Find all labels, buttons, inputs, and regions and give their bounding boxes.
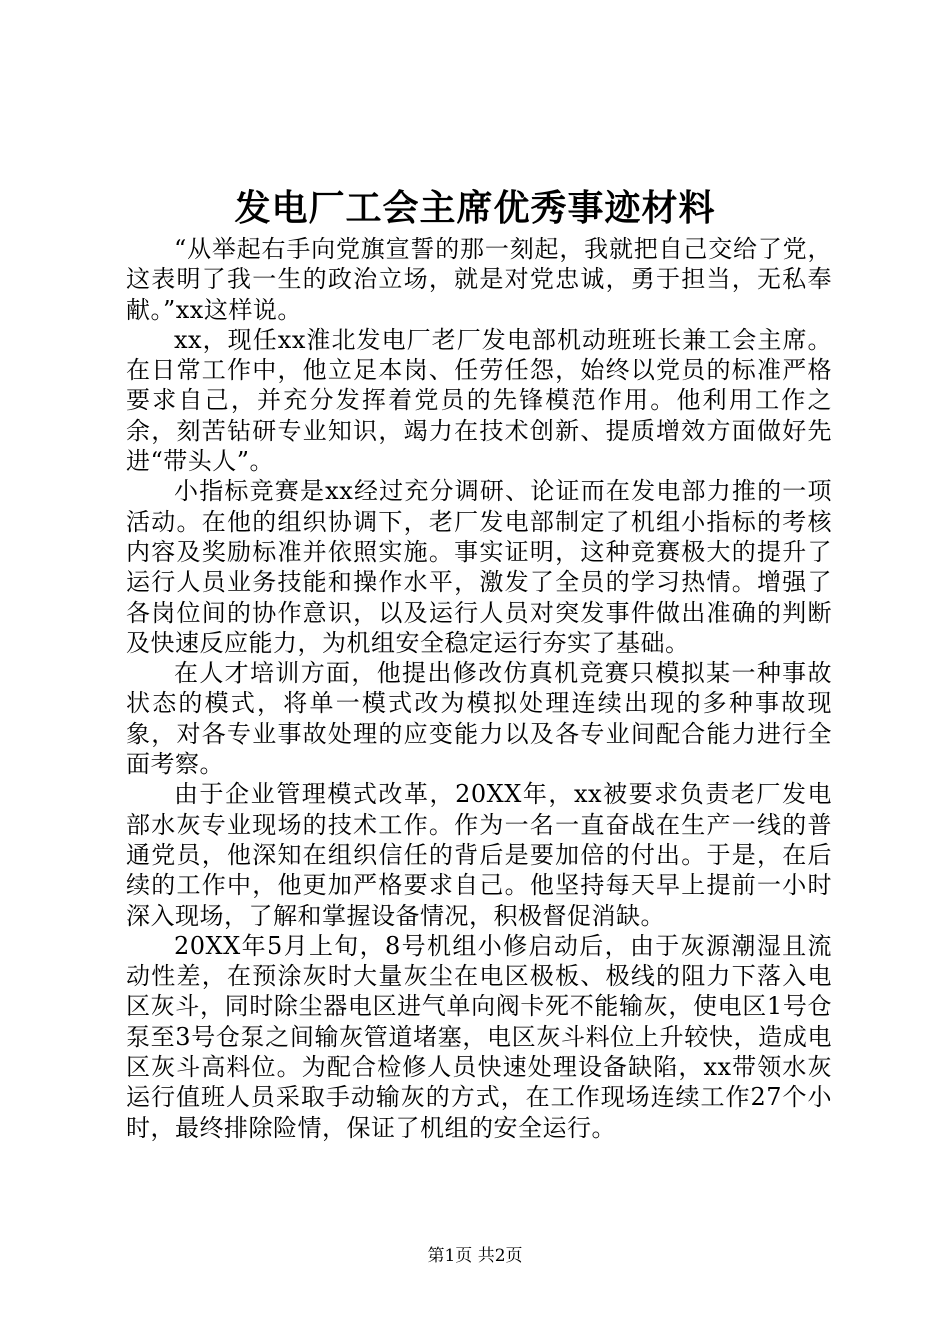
paragraph-6: 20XX年5月上旬，8号机组小修启动后，由于灰源潮湿且流动性差，在预涂灰时大量灰尘在电区极板、极线的阻力下落入电区灰斗，同时除尘器电区进气单向阀卡死不能输灰，使电区1号仓泵至3号仓泵之间输灰管道堵塞，电区灰斗料位上升较快，造成电区灰斗高料位。为配合检修人员快速处理设备缺陷，xx带领水灰运行值班人员采取手动输灰的方式，在工作现场连续工作27个小时，最终排除险情，保证了机组的安全运行。 <box>126 931 832 1142</box>
paragraph-3: 小指标竞赛是xx经过充分调研、论证而在发电部力推的一项活动。在他的组织协调下，老厂发电部制定了机组小指标的考核内容及奖励标准并依照实施。事实证明，这种竞赛极大的提升了运行人员业务技能和操作水平，激发了全员的学习热情。增强了各岗位间的协作意识，以及运行人员对突发事件做出准确的判断及快速反应能力，为机组安全稳定运行夯实了基础。 <box>126 477 832 657</box>
paragraph-5: 由于企业管理模式改革，20XX年，xx被要求负责老厂发电部水灰专业现场的技术工作。作为一名一直奋战在生产一线的普通党员，他深知在组织信任的背后是要加倍的付出。于是，在后续的工作中，他更加严格要求自己。他坚持每天早上提前一小时深入现场，了解和掌握设备情况，积极督促消缺。 <box>126 780 832 930</box>
paragraph-1: “从举起右手向党旗宣誓的那一刻起，我就把自己交给了党，这表明了我一生的政治立场，就是对党忠诚，勇于担当，无私奉献。”xx这样说。 <box>126 235 832 324</box>
document-body <box>126 234 832 1143</box>
paragraph-2: xx，现任xx淮北发电厂老厂发电部机动班班长兼工会主席。在日常工作中，他立足本岗、任劳任怨，始终以党员的标准严格要求自己，并充分发挥着党员的先锋模范作用。他利用工作之余，刻苦钻研专业知识，竭力在技术创新、提质增效方面做好先进“带头人”。 <box>126 325 832 476</box>
page-footer: 第1页 共2页 <box>427 1246 523 1266</box>
document-title: 发电厂工会主席优秀事迹材料 <box>234 187 716 229</box>
paragraph-4: 在人才培训方面，他提出修改仿真机竞赛只模拟某一种事故状态的模式，将单一模式改为模拟处理连续出现的多种事故现象，对各专业事故处理的应变能力以及各专业间配合能力进行全面考察。 <box>126 659 832 779</box>
